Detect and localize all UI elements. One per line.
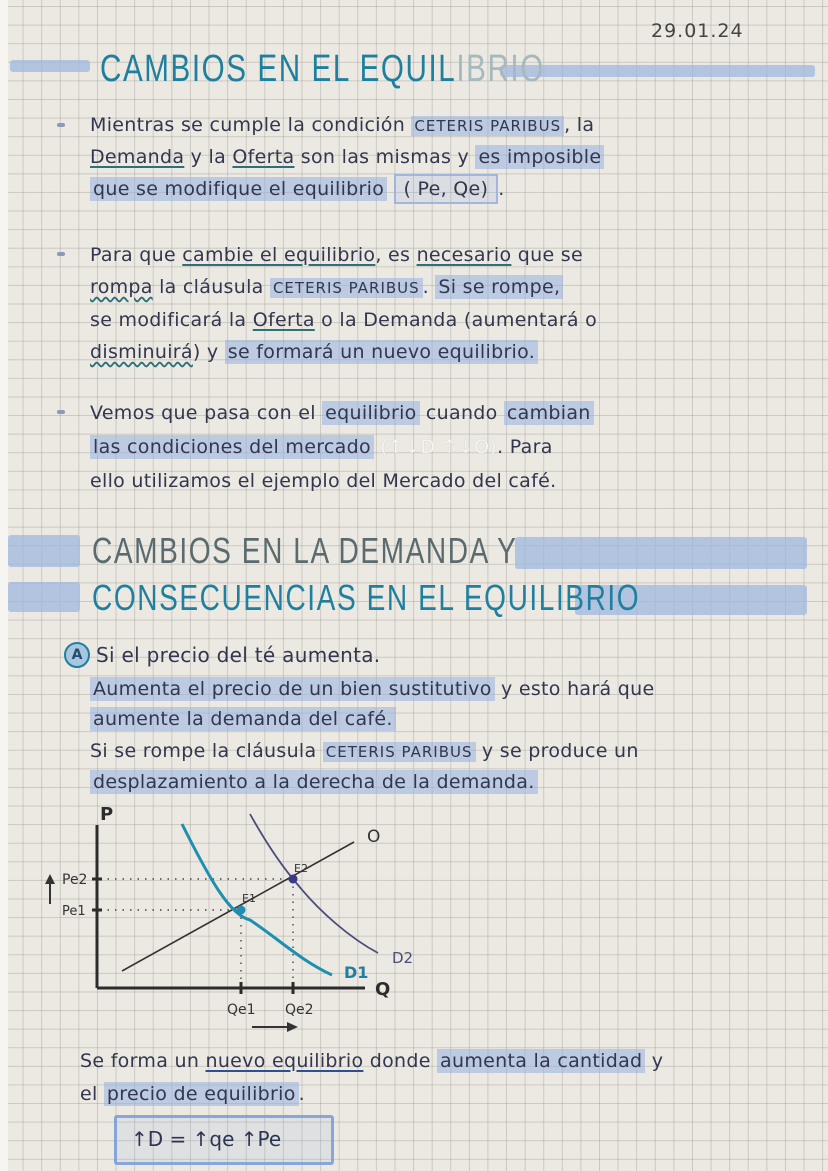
case-a-line-4: desplazamiento a la derecha de la demanda. [90,771,538,793]
y-axis-label: P [100,804,114,825]
section-highlight-left-2 [8,582,80,612]
bullet-1-line-2: Demanda y la Oferta son las mismas y es imposible [90,146,604,168]
x-axis-label: Q [375,979,391,1000]
summary-formula: ↑D = ↑qe ↑Pe [131,1127,282,1151]
d2-label: D2 [392,949,414,967]
supply-curve [122,842,354,971]
bullet-3-line-1: Vemos que pasa con el equilibrio cuando cambian [90,402,594,424]
guide-lines [100,879,293,988]
page-title-main: CAMBIOS EN EL EQUIL [100,48,457,90]
quantity-right-arrow-icon [252,1022,298,1032]
page-title-faded: IBRIO [456,48,545,90]
section-title-line-2: CONSECUENCIAS EN EL EQUILIBRIO [92,577,641,618]
page-title [100,48,545,91]
bullet-marker-3 [57,410,65,414]
summary-box [114,1115,334,1165]
bullet-1-line-3: que se modifique el equilibrio ( Pe, Qe) . [90,178,505,200]
bullet-2-line-3: se modificará la Oferta o la Demanda (aumentará o [90,309,598,331]
conclusion-line-2: el precio de equilibrio . [80,1083,305,1105]
bullet-3-line-3: ello utilizamos el ejemplo del Mercado del café. [90,470,557,492]
y-tick-pe2: Pe2 [62,872,88,888]
bullet-3-line-2: las condiciones del mercado (↑↓D ↑↓O). Para [90,436,553,458]
case-a-marker: A [64,642,90,668]
conclusion-line-1: Se forma un nuevo equilibrio donde aumenta la cantidad y [80,1050,664,1072]
bullet-2-line-2: rompa la cláusula CETERIS PARIBUS . Si se rompe, [90,276,563,298]
section-title-line-1: CAMBIOS EN LA DEMANDA Y [92,530,518,571]
case-a-heading: Si el precio del té aumenta. [96,643,381,667]
e1-label: E1 [242,892,256,905]
title-highlight-left [10,60,90,72]
title-highlight-right [500,65,815,77]
bullet-2-line-1: Para que cambie el equilibrio, es necesario que se [90,244,583,266]
case-a-line-3: Si se rompe la cláusula CETERIS PARIBUS y se produce un [90,740,639,762]
y-tick-pe1: Pe1 [62,904,86,919]
x-tick-qe2: Qe2 [285,1002,314,1018]
axis-ticks [92,879,293,994]
case-a-line-2: aumente la demanda del café. [90,708,396,730]
bullet-marker-2 [57,252,65,256]
e2-label: E2 [294,862,308,875]
page-edge [0,0,8,1171]
bullet-2-line-4: disminuirá) y se formará un nuevo equilibrio. [90,341,538,363]
d1-label: D1 [344,963,369,982]
equilibrium-point-e1 [237,906,246,915]
supply-demand-chart [30,800,450,1040]
bullet-1-line-1: Mientras se cumple la condición CETERIS PARIBUS , la [90,114,595,136]
date: 29.01.24 [651,20,744,42]
bullet-marker-1 [57,123,65,127]
section-highlight-left-1 [8,535,80,567]
case-a-line-1: Aumenta el precio de un bien sustitutivo y esto hará que [90,678,654,700]
section-highlight-right-1 [515,537,807,569]
price-up-arrow-icon [45,874,55,904]
equilibrium-point-e2 [289,875,298,884]
x-tick-qe1: Qe1 [227,1002,256,1018]
supply-label: O [367,827,381,847]
